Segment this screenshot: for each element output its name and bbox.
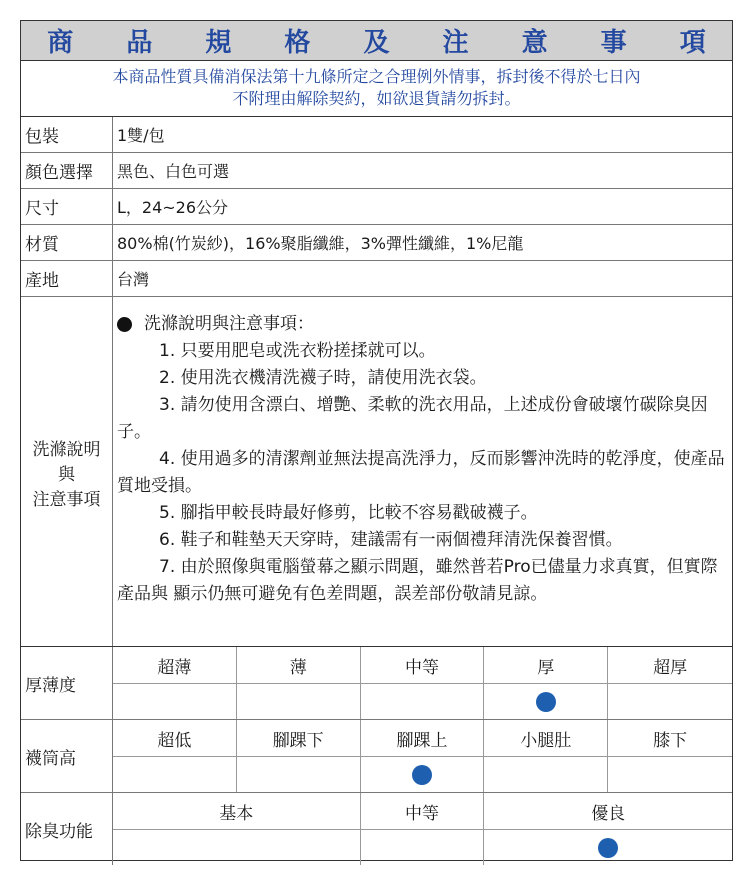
wash-label (21, 297, 113, 646)
spec-value: L，24~26公分 (117, 198, 229, 217)
rating-option: 厚 (484, 647, 608, 683)
notice-line-1: 本商品性質具備消保法第十九條所定之合理例外情事，拆封後不得於七日內 (112, 67, 641, 86)
rating-marker-row (113, 683, 732, 719)
wash-instructions (113, 297, 732, 646)
rating-option: 中等 (361, 647, 485, 683)
rating-marker-row (113, 829, 732, 865)
spec-value: 1雙/包 (117, 126, 165, 145)
rating-options-row (113, 793, 732, 829)
rating-cuff-height (21, 720, 732, 793)
spec-label: 產地 (21, 261, 113, 296)
wash-heading: 洗滌說明與注意事項： (144, 314, 314, 334)
marker-cell (361, 830, 485, 865)
marker-cell (113, 757, 237, 792)
rating-option: 膝下 (653, 730, 688, 751)
rating-option: 腳踝上 (361, 720, 485, 756)
rating-options-row (113, 720, 732, 756)
spec-sheet (20, 20, 733, 861)
spec-value: 黑色、白色可選 (117, 162, 230, 181)
wash-label-line: 與 (58, 465, 75, 485)
spec-label: 尺寸 (21, 189, 113, 224)
rating-option: 腳踝下 (237, 720, 361, 756)
rating-option: 中等 (361, 793, 485, 829)
wash-item: 5. 腳指甲較長時最好修剪，比較不容易戳破襪子。 (159, 503, 538, 523)
rating-label: 厚薄度 (21, 647, 113, 719)
wash-label-line: 注意事項 (32, 490, 101, 510)
rating-option: 小腿肚 (484, 720, 608, 756)
selected-dot-icon (536, 692, 556, 712)
rating-option: 超厚 (653, 657, 688, 678)
spec-label: 材質 (21, 225, 113, 260)
rating-option: 薄 (237, 647, 361, 683)
marker-cell (237, 684, 361, 719)
notice-line-2: 不附理由解除契約，如欲退貨請勿拆封。 (232, 89, 521, 108)
return-policy-notice (21, 61, 732, 117)
rating-option: 超薄 (113, 647, 237, 683)
rating-label: 除臭功能 (21, 793, 113, 865)
marker-cell (361, 684, 485, 719)
marker-cell (608, 684, 732, 719)
marker-cell (361, 757, 485, 792)
wash-item: 3. 請勿使用含漂白、增艷、柔軟的洗衣用品，上述成份會破壞竹碳除臭因子。 (117, 395, 708, 442)
marker-cell (484, 757, 608, 792)
wash-item: 2. 使用洗衣機清洗襪子時，請使用洗衣袋。 (159, 368, 487, 388)
spec-value: 台灣 (117, 270, 150, 289)
rating-option: 優良 (591, 803, 626, 824)
spec-row-material (21, 225, 732, 261)
marker-cell (237, 757, 361, 792)
wash-heading-line (117, 311, 726, 338)
wash-item: 1. 只要用肥皂或洗衣粉搓揉就可以。 (159, 341, 436, 361)
spec-label: 顏色選擇 (21, 153, 113, 188)
wash-item: 6. 鞋子和鞋墊天天穿時，建議需有一兩個禮拜清洗保養習慣。 (159, 530, 623, 550)
spec-value: 80%棉(竹炭紗)，16%聚脂纖維，3%彈性纖維，1%尼龍 (117, 234, 524, 253)
sheet-title: 商 品 規 格 及 注 意 事 項 (21, 21, 732, 61)
wash-instructions-row (21, 297, 732, 647)
wash-item: 4. 使用過多的清潔劑並無法提高洗淨力，反而影響沖洗時的乾淨度，使產品質地受損。 (117, 449, 725, 496)
spec-row-origin (21, 261, 732, 297)
rating-option: 基本 (113, 793, 361, 829)
rating-thickness (21, 647, 732, 720)
rating-option: 超低 (113, 720, 237, 756)
marker-cell (608, 757, 732, 792)
rating-deodorizing (21, 793, 732, 865)
bullet-icon (117, 317, 132, 332)
wash-item: 7. 由於照像與電腦螢幕之顯示問題，雖然普若Pro已儘量力求真實，但實際產品與 顯示仍無可避免有色差問題，誤差部份敬請見諒。 (117, 557, 718, 604)
marker-cell (113, 684, 237, 719)
marker-cell (484, 684, 608, 719)
spec-row-packaging (21, 117, 732, 153)
spec-label: 包裝 (21, 117, 113, 152)
marker-cell (113, 830, 361, 865)
spec-row-size (21, 189, 732, 225)
marker-cell (484, 830, 732, 865)
rating-marker-row (113, 756, 732, 792)
rating-options-row (113, 647, 732, 683)
spec-row-color (21, 153, 732, 189)
rating-label: 襪筒高 (21, 720, 113, 792)
selected-dot-icon (598, 838, 618, 858)
selected-dot-icon (412, 765, 432, 785)
wash-label-line: 洗滌說明 (32, 440, 101, 460)
